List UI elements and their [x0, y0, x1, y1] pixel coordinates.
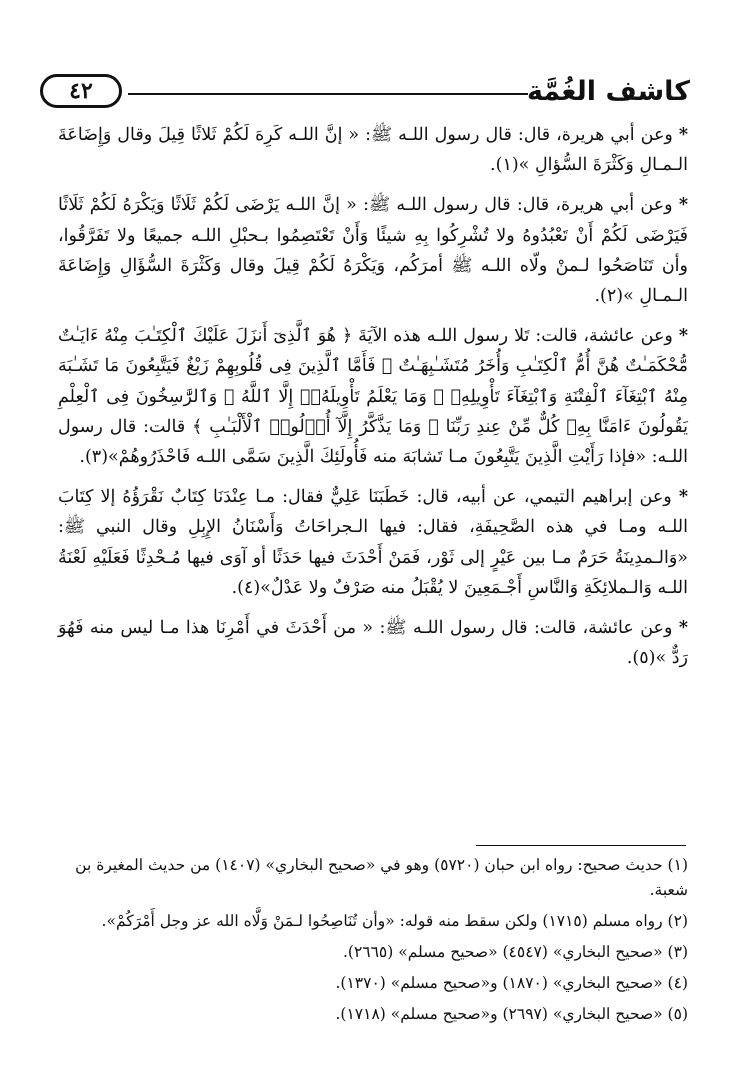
star-marker: * — [678, 125, 688, 145]
footnote: (٣) «صحيح البخاري» (٤٥٤٧) «صحيح مسلم» (٢٦٦٥). — [342, 943, 688, 961]
page-number: ٤٢ — [40, 74, 122, 108]
footnotes — [58, 853, 688, 1033]
hadith-paragraph — [58, 321, 688, 472]
paragraph-text: وعن إبراهيم التيمي، عن أبيه، قال: خَطَبَنَا عَلِيٌّ فقال: مـا عِنْدَنَا كِتَابٌ نَقْرَؤُهُ إلا كِتَابَ اللـه ومـا في هذه الصَّحِيفَةِ، فقال: فيها الـجراحَاتُ وَأَسْنَانُ الإِبِلِ وقال النبي ﷺ: «وَالـمدِينَةُ حَرَمٌ مـا بين عَيْرٍ إلى ثَوْر، فَمَنْ أَحْدَثَ فيها حَدَثًا أو آوَى فيها مُـحْدِثًا فَعَلَيْهِ لَعْنَةُ اللـه وَالـملائِكَةِ وَالنَّاسِ أَجْـمَعِينَ لا يُقْبَلُ منه صَرْفٌ ولا عَدْلٌ»(٤). — [58, 487, 688, 598]
footnote: (١) حديث صحيح: رواه ابن حبان (٥٧٢٠) وهو في «صحيح البخاري» (١٤٠٧) من حديث المغيرة بن شعبة. — [75, 856, 688, 899]
star-marker: * — [678, 195, 688, 216]
footnote: (٢) رواه مسلم (١٧١٥) ولكن سقط منه قوله: «وأن تُنَاصِحُوا لـمَنْ وَلَّاه الله عز وجل أَمْرَكُمْ». — [101, 912, 688, 930]
footnote: (٤) «صحيح البخاري» (١٨٧٠) و«صحيح مسلم» (١٣٧٠). — [335, 974, 688, 992]
header-rule — [128, 93, 528, 95]
paragraph-text: وعن عائشة، قالت: قال رسول اللـه ﷺ: « من أَحْدَثَ في أَمْرِنَا هذا مـا ليس منه فَهُوَ رَدٌّ »(٥). — [58, 618, 688, 669]
paragraph-text: وعن عائشة، قالت: تَلا رسول اللـه هذه الآيَةَ ﴿ هُوَ ٱلَّذِىٓ أَنزَلَ عَلَيْكَ ٱلْكِتَـٰبَ مِنْهُ ءَايَـٰتٌ مُّحْكَمَـٰتٌ هُنَّ أُمُّ ٱلْكِتَـٰبِ وَأُخَرُ مُتَشَـٰبِهَـٰتٌ ۖ فَأَمَّا ٱلَّذِينَ فِى قُلُوبِهِمْ زَيْغٌ فَيَتَّبِعُونَ مَا تَشَـٰبَهَ مِنْهُ ٱبْتِغَآءَ ٱلْفِتْنَةِ وَٱبْتِغَآءَ تَأْوِيلِهِۦ ۗ وَمَا يَعْلَمُ تَأْوِيلَهُۥٓ إِلَّا ٱللَّهُ ۗ وَٱلرَّٰسِخُونَ فِى ٱلْعِلْمِ يَقُولُونَ ءَامَنَّا بِهِۦ كُلٌّ مِّنْ عِندِ رَبِّنَا ۗ وَمَا يَذَّكَّرُ إِلَّآ أُو۟لُوا۟ ٱلْأَلْبَـٰبِ ﴾ قالت: قال رسول اللـه: «فإذا رَأَيْتِ الَّذِينَ يَتَّبِعُونَ مـا تَشابَهَ منه فَأُولَئِكَ الَّذِينَ سَمَّى اللـه فَاحْذَرُوهُمْ»(٣). — [58, 326, 688, 468]
footnote-separator — [476, 845, 686, 846]
star-marker: * — [678, 487, 688, 508]
running-title: كاشف الغُمَّة — [526, 76, 690, 107]
star-marker: * — [678, 326, 688, 347]
page-header — [40, 72, 690, 112]
body-text — [58, 120, 688, 683]
footnote: (٥) «صحيح البخاري» (٢٦٩٧) و«صحيح مسلم» (١٧١٨). — [335, 1005, 688, 1023]
paragraph-text: وعن أبي هريرة، قال: قال رسول اللـه ﷺ: « إنَّ اللـه كَرِهَ لَكُمْ ثَلاثًا قِيلَ وقال وَإِضَاعَةَ الـمـالِ وَكَثْرَةَ السُّؤالِ »(١). — [58, 125, 688, 176]
hadith-paragraph — [58, 120, 688, 180]
hadith-paragraph — [58, 613, 688, 673]
paragraph-text: وعن أبي هريرة، قال: قال رسول اللـه ﷺ: « إنَّ اللـه يَرْضَى لَكُمْ ثَلَاثًا وَيَكْرَهُ لَكُمْ ثَلَاثًا فَيَرْضَى لَكُمْ أَنْ تَعْبُدُوهُ ولا تُشْرِكُوا بِهِ شيئًا وَأَنْ تَعْتَصِمُوا بـحبْلِ اللـه جميعًا ولا تَفَرَّقُوا، وأن تَنَاصَحُوا لـمنْ ولّاه اللـه ﷺ أمرَكُم، وَيَكْرَهُ لَكُمْ قِيلَ وقال وَكَثْرَةَ السُّؤَالِ وَإِضَاعَةَ الـمـالِ »(٢). — [58, 195, 688, 307]
hadith-paragraph — [58, 190, 688, 311]
star-marker: * — [678, 618, 688, 639]
hadith-paragraph — [58, 482, 688, 603]
